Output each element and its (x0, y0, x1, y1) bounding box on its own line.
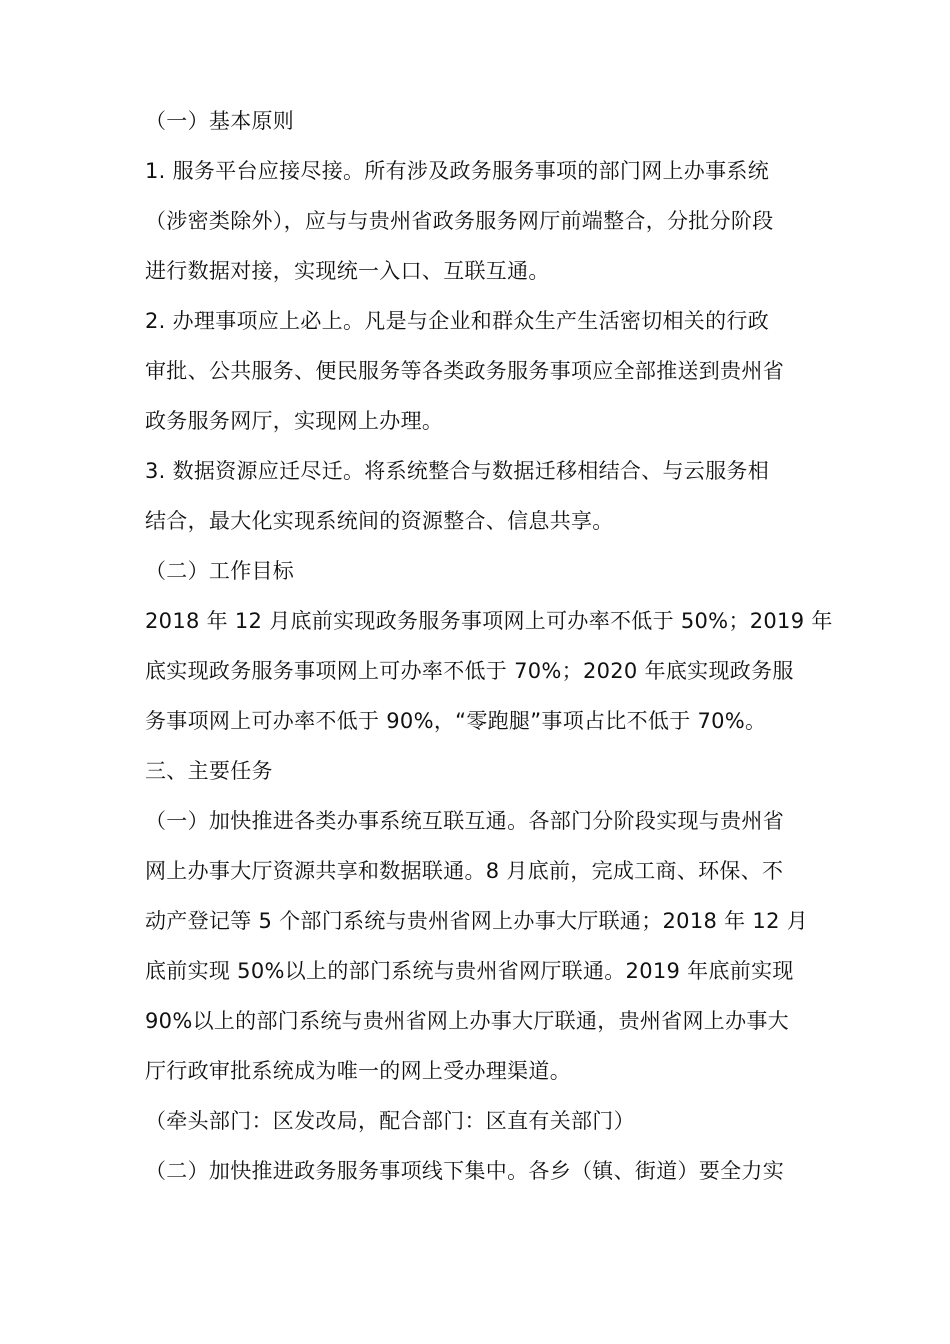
heading-work-goals: （二）工作目标 (145, 559, 295, 583)
paragraph-line: 3. 数据资源应迁尽迁。将系统整合与数据迁移相结合、与云服务相 (145, 459, 770, 483)
paragraph-line: 网上办事大厅资源共享和数据联通。8 月底前，完成工商、环保、不 (145, 859, 784, 883)
paragraph-line: （二）加快推进政务服务事项线下集中。各乡（镇、街道）要全力实 (145, 1159, 784, 1183)
paragraph-line: 进行数据对接，实现统一入口、互联互通。 (145, 259, 550, 283)
paragraph-line: （一）加快推进各类办事系统互联互通。各部门分阶段实现与贵州省 (145, 809, 784, 833)
paragraph-line: 2. 办理事项应上必上。凡是与企业和群众生产生活密切相关的行政 (145, 309, 770, 333)
paragraph-line: 审批、公共服务、便民服务等各类政务服务事项应全部推送到贵州省 (145, 359, 784, 383)
paragraph-line: 1. 服务平台应接尽接。所有涉及政务服务事项的部门网上办事系统 (145, 159, 770, 183)
heading-basic-principles: （一）基本原则 (145, 109, 295, 133)
paragraph-line: 政务服务网厅，实现网上办理。 (145, 409, 444, 433)
paragraph-line: 厅行政审批系统成为唯一的网上受办理渠道。 (145, 1059, 571, 1083)
paragraph-line: 90%以上的部门系统与贵州省网上办事大厅联通，贵州省网上办事大 (145, 1009, 789, 1033)
paragraph-line: 2018 年 12 月底前实现政务服务事项网上可办率不低于 50%；2019 年 (145, 609, 833, 633)
paragraph-line: 动产登记等 5 个部门系统与贵州省网上办事大厅联通；2018 年 12 月 (145, 909, 808, 933)
paragraph-line: （涉密类除外），应与与贵州省政务服务网厅前端整合，分批分阶段 (145, 209, 774, 233)
paragraph-line: 结合，最大化实现系统间的资源整合、信息共享。 (145, 509, 614, 533)
paragraph-line: 底前实现 50%以上的部门系统与贵州省网厅联通。2019 年底前实现 (145, 959, 794, 983)
paragraph-line: 底实现政务服务事项网上可办率不低于 70%；2020 年底实现政务服 (145, 659, 794, 683)
responsible-departments-note: （牵头部门：区发改局，配合部门：区直有关部门） (145, 1109, 635, 1133)
heading-main-tasks: 三、主要任务 (145, 759, 273, 783)
paragraph-line: 务事项网上可办率不低于 90%，“零跑腿”事项占比不低于 70%。 (145, 709, 767, 733)
